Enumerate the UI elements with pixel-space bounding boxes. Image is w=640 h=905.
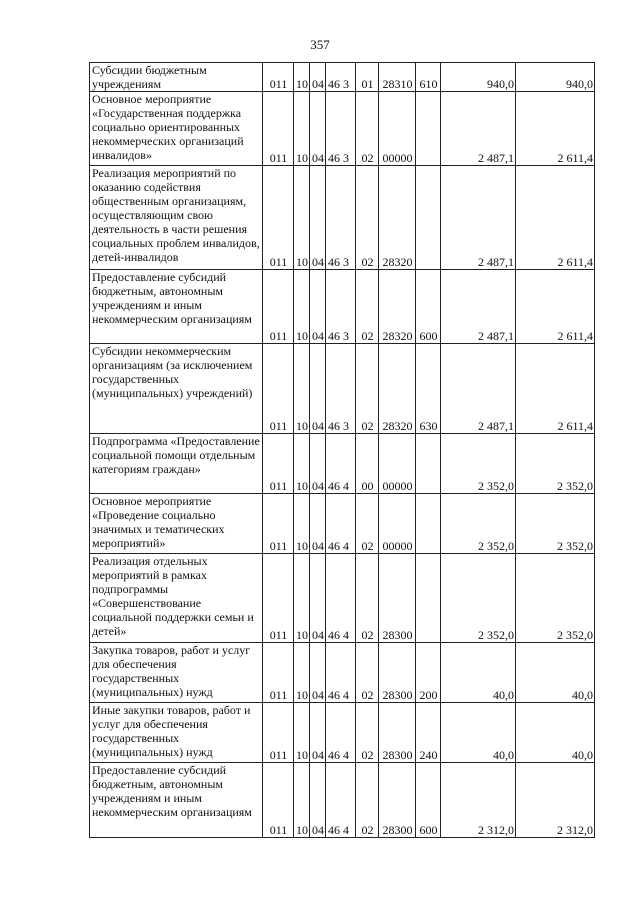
expense-type-code bbox=[416, 92, 441, 166]
table-body bbox=[90, 63, 595, 838]
direction-code: 28310 bbox=[379, 63, 416, 92]
section-code: 10 bbox=[294, 643, 310, 703]
amount-year2: 2 352,0 bbox=[516, 434, 595, 494]
amount-year2: 2 611,4 bbox=[516, 344, 595, 434]
amount-year2: 2 352,0 bbox=[516, 554, 595, 643]
expense-type-code: 200 bbox=[416, 643, 441, 703]
direction-code: 28320 bbox=[379, 270, 416, 344]
table-row bbox=[90, 344, 595, 434]
subsection-code: 04 bbox=[310, 763, 326, 838]
amount-year1: 940,0 bbox=[441, 63, 516, 92]
row-name: Подпрограмма «Предоставление социальной помощи отдельным категориям граждан» bbox=[90, 434, 263, 494]
amount-year1: 2 487,1 bbox=[441, 92, 516, 166]
table-row bbox=[90, 763, 595, 838]
subsection-code: 04 bbox=[310, 92, 326, 166]
row-name: Предоставление субсидий бюджетным, автономным учреждениям и иным некоммерческим организациям bbox=[90, 763, 263, 838]
program-code: 46 4 bbox=[326, 763, 356, 838]
subsection-code: 04 bbox=[310, 554, 326, 643]
table-row bbox=[90, 554, 595, 643]
program-code: 46 3 bbox=[326, 166, 356, 270]
amount-year1: 2 352,0 bbox=[441, 554, 516, 643]
program-code: 46 3 bbox=[326, 344, 356, 434]
amount-year1: 40,0 bbox=[441, 703, 516, 763]
row-name: Основное мероприятие «Государственная поддержка социально ориентированных некоммерческих организаций инвалидов» bbox=[90, 92, 263, 166]
table-row bbox=[90, 92, 595, 166]
row-name: Закупка товаров, работ и услуг для обеспечения государственных (муниципальных) нужд bbox=[90, 643, 263, 703]
direction-code: 28300 bbox=[379, 763, 416, 838]
table-row bbox=[90, 166, 595, 270]
event-code: 02 bbox=[356, 554, 379, 643]
amount-year2: 40,0 bbox=[516, 703, 595, 763]
direction-code: 00000 bbox=[379, 92, 416, 166]
direction-code: 28300 bbox=[379, 554, 416, 643]
program-code: 46 3 bbox=[326, 270, 356, 344]
subsection-code: 04 bbox=[310, 344, 326, 434]
ministry-code: 011 bbox=[263, 763, 294, 838]
table-row bbox=[90, 643, 595, 703]
expense-type-code bbox=[416, 554, 441, 643]
expense-type-code bbox=[416, 434, 441, 494]
budget-table bbox=[89, 62, 595, 838]
event-code: 02 bbox=[356, 270, 379, 344]
event-code: 01 bbox=[356, 63, 379, 92]
ministry-code: 011 bbox=[263, 494, 294, 554]
amount-year2: 2 611,4 bbox=[516, 92, 595, 166]
row-name: Иные закупки товаров, работ и услуг для обеспечения государственных (муниципальных) нужд bbox=[90, 703, 263, 763]
direction-code: 28300 bbox=[379, 703, 416, 763]
amount-year1: 2 487,1 bbox=[441, 344, 516, 434]
row-name: Субсидии некоммерческим организациям (за исключением государственных (муниципальных) учреждений) bbox=[90, 344, 263, 434]
subsection-code: 04 bbox=[310, 166, 326, 270]
section-code: 10 bbox=[294, 270, 310, 344]
subsection-code: 04 bbox=[310, 703, 326, 763]
event-code: 02 bbox=[356, 166, 379, 270]
event-code: 02 bbox=[356, 344, 379, 434]
section-code: 10 bbox=[294, 92, 310, 166]
amount-year2: 2 611,4 bbox=[516, 270, 595, 344]
ministry-code: 011 bbox=[263, 434, 294, 494]
amount-year1: 2 312,0 bbox=[441, 763, 516, 838]
table-row bbox=[90, 703, 595, 763]
expense-type-code: 600 bbox=[416, 763, 441, 838]
event-code: 02 bbox=[356, 92, 379, 166]
amount-year1: 2 487,1 bbox=[441, 166, 516, 270]
page-number: 357 bbox=[310, 37, 330, 52]
ministry-code: 011 bbox=[263, 703, 294, 763]
event-code: 02 bbox=[356, 763, 379, 838]
table-row bbox=[90, 434, 595, 494]
event-code: 00 bbox=[356, 434, 379, 494]
amount-year1: 2 352,0 bbox=[441, 434, 516, 494]
section-code: 10 bbox=[294, 703, 310, 763]
direction-code: 28320 bbox=[379, 344, 416, 434]
section-code: 10 bbox=[294, 166, 310, 270]
ministry-code: 011 bbox=[263, 63, 294, 92]
section-code: 10 bbox=[294, 763, 310, 838]
program-code: 46 4 bbox=[326, 554, 356, 643]
ministry-code: 011 bbox=[263, 92, 294, 166]
section-code: 10 bbox=[294, 494, 310, 554]
subsection-code: 04 bbox=[310, 270, 326, 344]
direction-code: 00000 bbox=[379, 494, 416, 554]
section-code: 10 bbox=[294, 63, 310, 92]
row-name: Реализация мероприятий по оказанию содействия общественным организациям, осуществляющим свою деятельность в части решения социальных проблем инвалидов, детей-инвалидов bbox=[90, 166, 263, 270]
subsection-code: 04 bbox=[310, 63, 326, 92]
program-code: 46 3 bbox=[326, 63, 356, 92]
amount-year2: 2 611,4 bbox=[516, 166, 595, 270]
expense-type-code bbox=[416, 166, 441, 270]
amount-year1: 2 487,1 bbox=[441, 270, 516, 344]
event-code: 02 bbox=[356, 494, 379, 554]
row-name: Реализация отдельных мероприятий в рамках подпрограммы «Совершенствование социальной поддержки семьи и детей» bbox=[90, 554, 263, 643]
ministry-code: 011 bbox=[263, 344, 294, 434]
ministry-code: 011 bbox=[263, 270, 294, 344]
expense-type-code: 610 bbox=[416, 63, 441, 92]
subsection-code: 04 bbox=[310, 643, 326, 703]
expense-type-code: 600 bbox=[416, 270, 441, 344]
row-name: Субсидии бюджетным учреждениям bbox=[90, 63, 263, 92]
amount-year1: 40,0 bbox=[441, 643, 516, 703]
program-code: 46 4 bbox=[326, 494, 356, 554]
row-name: Основное мероприятие «Проведение социально значимых и тематических мероприятий» bbox=[90, 494, 263, 554]
table-row bbox=[90, 494, 595, 554]
section-code: 10 bbox=[294, 434, 310, 494]
event-code: 02 bbox=[356, 703, 379, 763]
amount-year1: 2 352,0 bbox=[441, 494, 516, 554]
direction-code: 00000 bbox=[379, 434, 416, 494]
expense-type-code: 630 bbox=[416, 344, 441, 434]
program-code: 46 4 bbox=[326, 703, 356, 763]
ministry-code: 011 bbox=[263, 643, 294, 703]
ministry-code: 011 bbox=[263, 166, 294, 270]
event-code: 02 bbox=[356, 643, 379, 703]
amount-year2: 940,0 bbox=[516, 63, 595, 92]
table-row bbox=[90, 63, 595, 92]
subsection-code: 04 bbox=[310, 494, 326, 554]
section-code: 10 bbox=[294, 554, 310, 643]
ministry-code: 011 bbox=[263, 554, 294, 643]
direction-code: 28320 bbox=[379, 166, 416, 270]
amount-year2: 2 352,0 bbox=[516, 494, 595, 554]
expense-type-code bbox=[416, 494, 441, 554]
program-code: 46 4 bbox=[326, 434, 356, 494]
expense-type-code: 240 bbox=[416, 703, 441, 763]
amount-year2: 2 312,0 bbox=[516, 763, 595, 838]
subsection-code: 04 bbox=[310, 434, 326, 494]
program-code: 46 4 bbox=[326, 643, 356, 703]
section-code: 10 bbox=[294, 344, 310, 434]
direction-code: 28300 bbox=[379, 643, 416, 703]
table-row bbox=[90, 270, 595, 344]
row-name: Предоставление субсидий бюджетным, автономным учреждениям и иным некоммерческим организациям bbox=[90, 270, 263, 344]
program-code: 46 3 bbox=[326, 92, 356, 166]
amount-year2: 40,0 bbox=[516, 643, 595, 703]
